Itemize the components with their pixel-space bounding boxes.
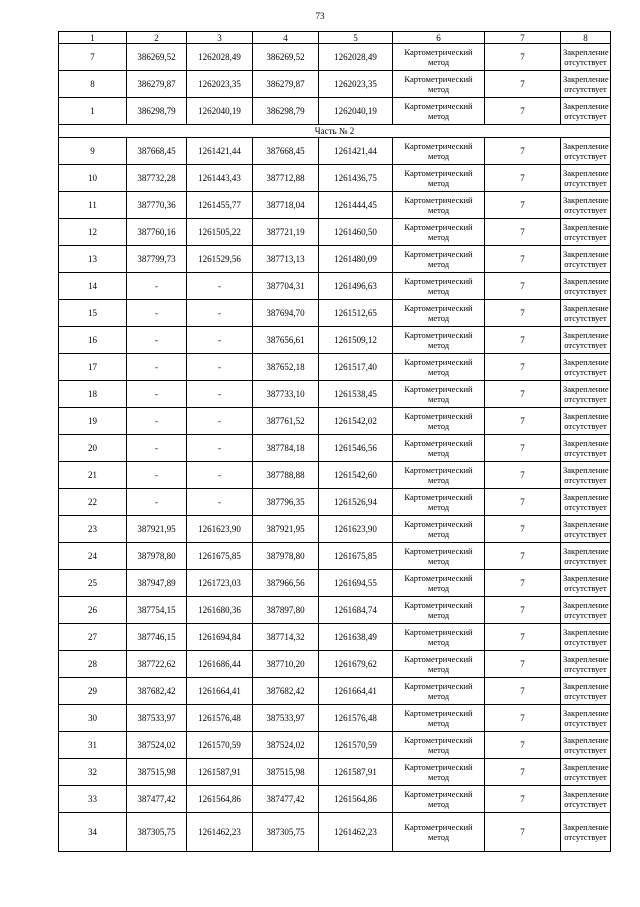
table-row [59, 165, 611, 192]
y-existing-cell: 1261675,85 [187, 543, 253, 570]
fixing-description-cell: Закрепление отсутствует [561, 44, 611, 71]
x-existing-cell: - [127, 435, 187, 462]
x-refined-cell: 387978,80 [253, 543, 319, 570]
method-cell: Картометрический метод [393, 273, 485, 300]
x-existing-cell: 387682,42 [127, 678, 187, 705]
x-refined-cell: 387733,10 [253, 381, 319, 408]
x-refined-cell: 386279,87 [253, 71, 319, 98]
table-row [59, 597, 611, 624]
method-cell: Картометрический метод [393, 705, 485, 732]
accuracy-cell: 7 [485, 44, 561, 71]
y-existing-cell: - [187, 408, 253, 435]
table-row [59, 246, 611, 273]
fixing-description-cell: Закрепление отсутствует [561, 597, 611, 624]
fixing-description-cell: Закрепление отсутствует [561, 624, 611, 651]
y-refined-cell: 1261517,40 [319, 354, 393, 381]
point-number-cell: 8 [59, 71, 127, 98]
column-header-5: 5 [319, 32, 393, 44]
method-cell: Картометрический метод [393, 165, 485, 192]
point-number-cell: 24 [59, 543, 127, 570]
part-label: Часть № 2 [59, 125, 611, 138]
table-row [59, 327, 611, 354]
column-header-8: 8 [561, 32, 611, 44]
x-existing-cell: - [127, 462, 187, 489]
point-number-cell: 32 [59, 759, 127, 786]
y-refined-cell: 1261570,59 [319, 732, 393, 759]
table-row [59, 98, 611, 125]
y-existing-cell: 1261564,86 [187, 786, 253, 813]
point-number-cell: 26 [59, 597, 127, 624]
x-existing-cell: 386298,79 [127, 98, 187, 125]
accuracy-cell: 7 [485, 705, 561, 732]
method-cell: Картометрический метод [393, 44, 485, 71]
y-existing-cell: - [187, 354, 253, 381]
x-refined-cell: 387921,95 [253, 516, 319, 543]
y-existing-cell: 1261443,43 [187, 165, 253, 192]
fixing-description-cell: Закрепление отсутствует [561, 381, 611, 408]
accuracy-cell: 7 [485, 300, 561, 327]
fixing-description-cell: Закрепление отсутствует [561, 705, 611, 732]
point-number-cell: 11 [59, 192, 127, 219]
x-existing-cell: 387533,97 [127, 705, 187, 732]
point-number-cell: 25 [59, 570, 127, 597]
x-existing-cell: 387746,15 [127, 624, 187, 651]
accuracy-cell: 7 [485, 516, 561, 543]
x-refined-cell: 387714,32 [253, 624, 319, 651]
fixing-description-cell: Закрепление отсутствует [561, 651, 611, 678]
x-existing-cell: 387524,02 [127, 732, 187, 759]
page-number: 73 [315, 11, 325, 21]
column-header-3: 3 [187, 32, 253, 44]
x-existing-cell: 387754,15 [127, 597, 187, 624]
x-refined-cell: 387788,88 [253, 462, 319, 489]
fixing-description-cell: Закрепление отсутствует [561, 192, 611, 219]
point-number-cell: 21 [59, 462, 127, 489]
table-row [59, 192, 611, 219]
y-refined-cell: 1261480,09 [319, 246, 393, 273]
table-row [59, 408, 611, 435]
fixing-description-cell: Закрепление отсутствует [561, 516, 611, 543]
table-body [59, 32, 611, 852]
accuracy-cell: 7 [485, 489, 561, 516]
x-refined-cell: 387682,42 [253, 678, 319, 705]
x-existing-cell: - [127, 300, 187, 327]
point-number-cell: 16 [59, 327, 127, 354]
point-number-cell: 14 [59, 273, 127, 300]
fixing-description-cell: Закрепление отсутствует [561, 732, 611, 759]
method-cell: Картометрический метод [393, 381, 485, 408]
point-number-cell: 20 [59, 435, 127, 462]
y-existing-cell: 1261723,03 [187, 570, 253, 597]
y-existing-cell: 1261421,44 [187, 138, 253, 165]
y-existing-cell: - [187, 381, 253, 408]
x-refined-cell: 387721,19 [253, 219, 319, 246]
fixing-description-cell: Закрепление отсутствует [561, 813, 611, 852]
column-header-4: 4 [253, 32, 319, 44]
table-row [59, 759, 611, 786]
fixing-description-cell: Закрепление отсутствует [561, 408, 611, 435]
x-refined-cell: 387784,18 [253, 435, 319, 462]
table-row [59, 489, 611, 516]
table-row [59, 273, 611, 300]
column-header-row [59, 32, 611, 44]
table-row [59, 678, 611, 705]
point-number-cell: 23 [59, 516, 127, 543]
table-row [59, 570, 611, 597]
x-existing-cell: 387947,89 [127, 570, 187, 597]
accuracy-cell: 7 [485, 543, 561, 570]
accuracy-cell: 7 [485, 165, 561, 192]
accuracy-cell: 7 [485, 246, 561, 273]
method-cell: Картометрический метод [393, 192, 485, 219]
x-refined-cell: 387761,52 [253, 408, 319, 435]
x-existing-cell: 387978,80 [127, 543, 187, 570]
x-existing-cell: 387477,42 [127, 786, 187, 813]
fixing-description-cell: Закрепление отсутствует [561, 435, 611, 462]
fixing-description-cell: Закрепление отсутствует [561, 327, 611, 354]
y-existing-cell: 1261576,48 [187, 705, 253, 732]
table-row [59, 786, 611, 813]
accuracy-cell: 7 [485, 435, 561, 462]
table-row [59, 651, 611, 678]
x-refined-cell: 387305,75 [253, 813, 319, 852]
y-refined-cell: 1261576,48 [319, 705, 393, 732]
point-number-cell: 29 [59, 678, 127, 705]
point-number-cell: 27 [59, 624, 127, 651]
y-existing-cell: - [187, 489, 253, 516]
method-cell: Картометрический метод [393, 408, 485, 435]
method-cell: Картометрический метод [393, 678, 485, 705]
accuracy-cell: 7 [485, 786, 561, 813]
accuracy-cell: 7 [485, 408, 561, 435]
method-cell: Картометрический метод [393, 300, 485, 327]
x-refined-cell: 387656,61 [253, 327, 319, 354]
method-cell: Картометрический метод [393, 354, 485, 381]
point-number-cell: 9 [59, 138, 127, 165]
fixing-description-cell: Закрепление отсутствует [561, 300, 611, 327]
table-row [59, 462, 611, 489]
fixing-description-cell: Закрепление отсутствует [561, 246, 611, 273]
accuracy-cell: 7 [485, 678, 561, 705]
accuracy-cell: 7 [485, 759, 561, 786]
point-number-cell: 19 [59, 408, 127, 435]
x-refined-cell: 386269,52 [253, 44, 319, 71]
method-cell: Картометрический метод [393, 327, 485, 354]
x-refined-cell: 387718,04 [253, 192, 319, 219]
x-refined-cell: 387515,98 [253, 759, 319, 786]
table-row [59, 138, 611, 165]
fixing-description-cell: Закрепление отсутствует [561, 354, 611, 381]
table-row [59, 624, 611, 651]
fixing-description-cell: Закрепление отсутствует [561, 71, 611, 98]
point-number-cell: 10 [59, 165, 127, 192]
point-number-cell: 22 [59, 489, 127, 516]
y-refined-cell: 1262023,35 [319, 71, 393, 98]
table-row [59, 732, 611, 759]
part-separator-row [59, 125, 611, 138]
accuracy-cell: 7 [485, 327, 561, 354]
method-cell: Картометрический метод [393, 813, 485, 852]
y-refined-cell: 1261421,44 [319, 138, 393, 165]
accuracy-cell: 7 [485, 732, 561, 759]
x-existing-cell: 387668,45 [127, 138, 187, 165]
x-existing-cell: 387722,62 [127, 651, 187, 678]
x-existing-cell: 386279,87 [127, 71, 187, 98]
point-number-cell: 1 [59, 98, 127, 125]
column-header-1: 1 [59, 32, 127, 44]
fixing-description-cell: Закрепление отсутствует [561, 138, 611, 165]
table-row [59, 71, 611, 98]
table-row [59, 813, 611, 852]
x-existing-cell: - [127, 327, 187, 354]
y-refined-cell: 1261694,55 [319, 570, 393, 597]
method-cell: Картометрический метод [393, 435, 485, 462]
y-existing-cell: 1262040,19 [187, 98, 253, 125]
y-refined-cell: 1261684,74 [319, 597, 393, 624]
point-number-cell: 12 [59, 219, 127, 246]
accuracy-cell: 7 [485, 597, 561, 624]
y-refined-cell: 1261460,50 [319, 219, 393, 246]
fixing-description-cell: Закрепление отсутствует [561, 786, 611, 813]
x-existing-cell: 387305,75 [127, 813, 187, 852]
point-number-cell: 7 [59, 44, 127, 71]
fixing-description-cell: Закрепление отсутствует [561, 489, 611, 516]
fixing-description-cell: Закрепление отсутствует [561, 570, 611, 597]
x-refined-cell: 387524,02 [253, 732, 319, 759]
y-refined-cell: 1261587,91 [319, 759, 393, 786]
y-refined-cell: 1262028,49 [319, 44, 393, 71]
y-existing-cell: 1261623,90 [187, 516, 253, 543]
x-existing-cell: 387921,95 [127, 516, 187, 543]
fixing-description-cell: Закрепление отсутствует [561, 462, 611, 489]
x-refined-cell: 387477,42 [253, 786, 319, 813]
method-cell: Картометрический метод [393, 570, 485, 597]
point-number-cell: 15 [59, 300, 127, 327]
accuracy-cell: 7 [485, 273, 561, 300]
y-refined-cell: 1261436,75 [319, 165, 393, 192]
y-refined-cell: 1261675,85 [319, 543, 393, 570]
x-refined-cell: 387694,70 [253, 300, 319, 327]
x-existing-cell: - [127, 381, 187, 408]
x-refined-cell: 387712,88 [253, 165, 319, 192]
accuracy-cell: 7 [485, 354, 561, 381]
x-existing-cell: - [127, 408, 187, 435]
y-refined-cell: 1262040,19 [319, 98, 393, 125]
x-existing-cell: 387515,98 [127, 759, 187, 786]
method-cell: Картометрический метод [393, 98, 485, 125]
y-refined-cell: 1261496,63 [319, 273, 393, 300]
fixing-description-cell: Закрепление отсутствует [561, 219, 611, 246]
x-refined-cell: 387533,97 [253, 705, 319, 732]
method-cell: Картометрический метод [393, 786, 485, 813]
column-header-7: 7 [485, 32, 561, 44]
accuracy-cell: 7 [485, 192, 561, 219]
fixing-description-cell: Закрепление отсутствует [561, 543, 611, 570]
y-refined-cell: 1261679,62 [319, 651, 393, 678]
method-cell: Картометрический метод [393, 138, 485, 165]
method-cell: Картометрический метод [393, 624, 485, 651]
method-cell: Картометрический метод [393, 462, 485, 489]
y-existing-cell: 1261570,59 [187, 732, 253, 759]
method-cell: Картометрический метод [393, 759, 485, 786]
fixing-description-cell: Закрепление отсутствует [561, 165, 611, 192]
table-row [59, 44, 611, 71]
fixing-description-cell: Закрепление отсутствует [561, 273, 611, 300]
x-existing-cell: - [127, 489, 187, 516]
accuracy-cell: 7 [485, 138, 561, 165]
y-existing-cell: - [187, 273, 253, 300]
x-refined-cell: 387668,45 [253, 138, 319, 165]
y-refined-cell: 1261462,23 [319, 813, 393, 852]
y-existing-cell: 1261505,22 [187, 219, 253, 246]
y-refined-cell: 1261623,90 [319, 516, 393, 543]
method-cell: Картометрический метод [393, 597, 485, 624]
table-row [59, 543, 611, 570]
column-header-2: 2 [127, 32, 187, 44]
y-existing-cell: 1261587,91 [187, 759, 253, 786]
accuracy-cell: 7 [485, 219, 561, 246]
x-refined-cell: 387796,35 [253, 489, 319, 516]
accuracy-cell: 7 [485, 570, 561, 597]
y-existing-cell: 1261680,36 [187, 597, 253, 624]
y-existing-cell: 1261664,41 [187, 678, 253, 705]
accuracy-cell: 7 [485, 624, 561, 651]
method-cell: Картометрический метод [393, 219, 485, 246]
table-row [59, 300, 611, 327]
coordinates-table [58, 31, 611, 852]
table-row [59, 705, 611, 732]
x-refined-cell: 387710,20 [253, 651, 319, 678]
fixing-description-cell: Закрепление отсутствует [561, 678, 611, 705]
accuracy-cell: 7 [485, 381, 561, 408]
y-existing-cell: - [187, 300, 253, 327]
method-cell: Картометрический метод [393, 516, 485, 543]
method-cell: Картометрический метод [393, 732, 485, 759]
y-refined-cell: 1261512,65 [319, 300, 393, 327]
y-refined-cell: 1261542,60 [319, 462, 393, 489]
y-existing-cell: - [187, 462, 253, 489]
accuracy-cell: 7 [485, 462, 561, 489]
table-row [59, 435, 611, 462]
x-existing-cell: 387760,16 [127, 219, 187, 246]
table-row [59, 381, 611, 408]
x-refined-cell: 387713,13 [253, 246, 319, 273]
y-refined-cell: 1261444,45 [319, 192, 393, 219]
x-refined-cell: 387652,18 [253, 354, 319, 381]
y-refined-cell: 1261564,86 [319, 786, 393, 813]
y-refined-cell: 1261546,56 [319, 435, 393, 462]
fixing-description-cell: Закрепление отсутствует [561, 759, 611, 786]
accuracy-cell: 7 [485, 98, 561, 125]
method-cell: Картометрический метод [393, 651, 485, 678]
x-refined-cell: 386298,79 [253, 98, 319, 125]
fixing-description-cell: Закрепление отсутствует [561, 98, 611, 125]
column-header-6: 6 [393, 32, 485, 44]
x-existing-cell: - [127, 273, 187, 300]
y-refined-cell: 1261538,45 [319, 381, 393, 408]
method-cell: Картометрический метод [393, 71, 485, 98]
accuracy-cell: 7 [485, 651, 561, 678]
point-number-cell: 30 [59, 705, 127, 732]
x-existing-cell: 386269,52 [127, 44, 187, 71]
point-number-cell: 18 [59, 381, 127, 408]
point-number-cell: 31 [59, 732, 127, 759]
y-refined-cell: 1261638,49 [319, 624, 393, 651]
y-refined-cell: 1261664,41 [319, 678, 393, 705]
table-row [59, 516, 611, 543]
x-existing-cell: 387799,73 [127, 246, 187, 273]
x-refined-cell: 387897,80 [253, 597, 319, 624]
y-existing-cell: 1261529,56 [187, 246, 253, 273]
y-existing-cell: 1261462,23 [187, 813, 253, 852]
point-number-cell: 34 [59, 813, 127, 852]
y-refined-cell: 1261509,12 [319, 327, 393, 354]
point-number-cell: 13 [59, 246, 127, 273]
method-cell: Картометрический метод [393, 246, 485, 273]
x-existing-cell: - [127, 354, 187, 381]
x-refined-cell: 387704,31 [253, 273, 319, 300]
x-existing-cell: 387732,28 [127, 165, 187, 192]
accuracy-cell: 7 [485, 813, 561, 852]
y-existing-cell: 1261686,44 [187, 651, 253, 678]
y-existing-cell: 1262023,35 [187, 71, 253, 98]
point-number-cell: 33 [59, 786, 127, 813]
y-existing-cell: 1261455,77 [187, 192, 253, 219]
y-refined-cell: 1261526,94 [319, 489, 393, 516]
x-refined-cell: 387966,56 [253, 570, 319, 597]
table-row [59, 219, 611, 246]
point-number-cell: 17 [59, 354, 127, 381]
x-existing-cell: 387770,36 [127, 192, 187, 219]
y-existing-cell: 1262028,49 [187, 44, 253, 71]
y-existing-cell: - [187, 435, 253, 462]
table-row [59, 354, 611, 381]
y-refined-cell: 1261542,02 [319, 408, 393, 435]
y-existing-cell: - [187, 327, 253, 354]
method-cell: Картометрический метод [393, 543, 485, 570]
y-existing-cell: 1261694,84 [187, 624, 253, 651]
method-cell: Картометрический метод [393, 489, 485, 516]
point-number-cell: 28 [59, 651, 127, 678]
accuracy-cell: 7 [485, 71, 561, 98]
